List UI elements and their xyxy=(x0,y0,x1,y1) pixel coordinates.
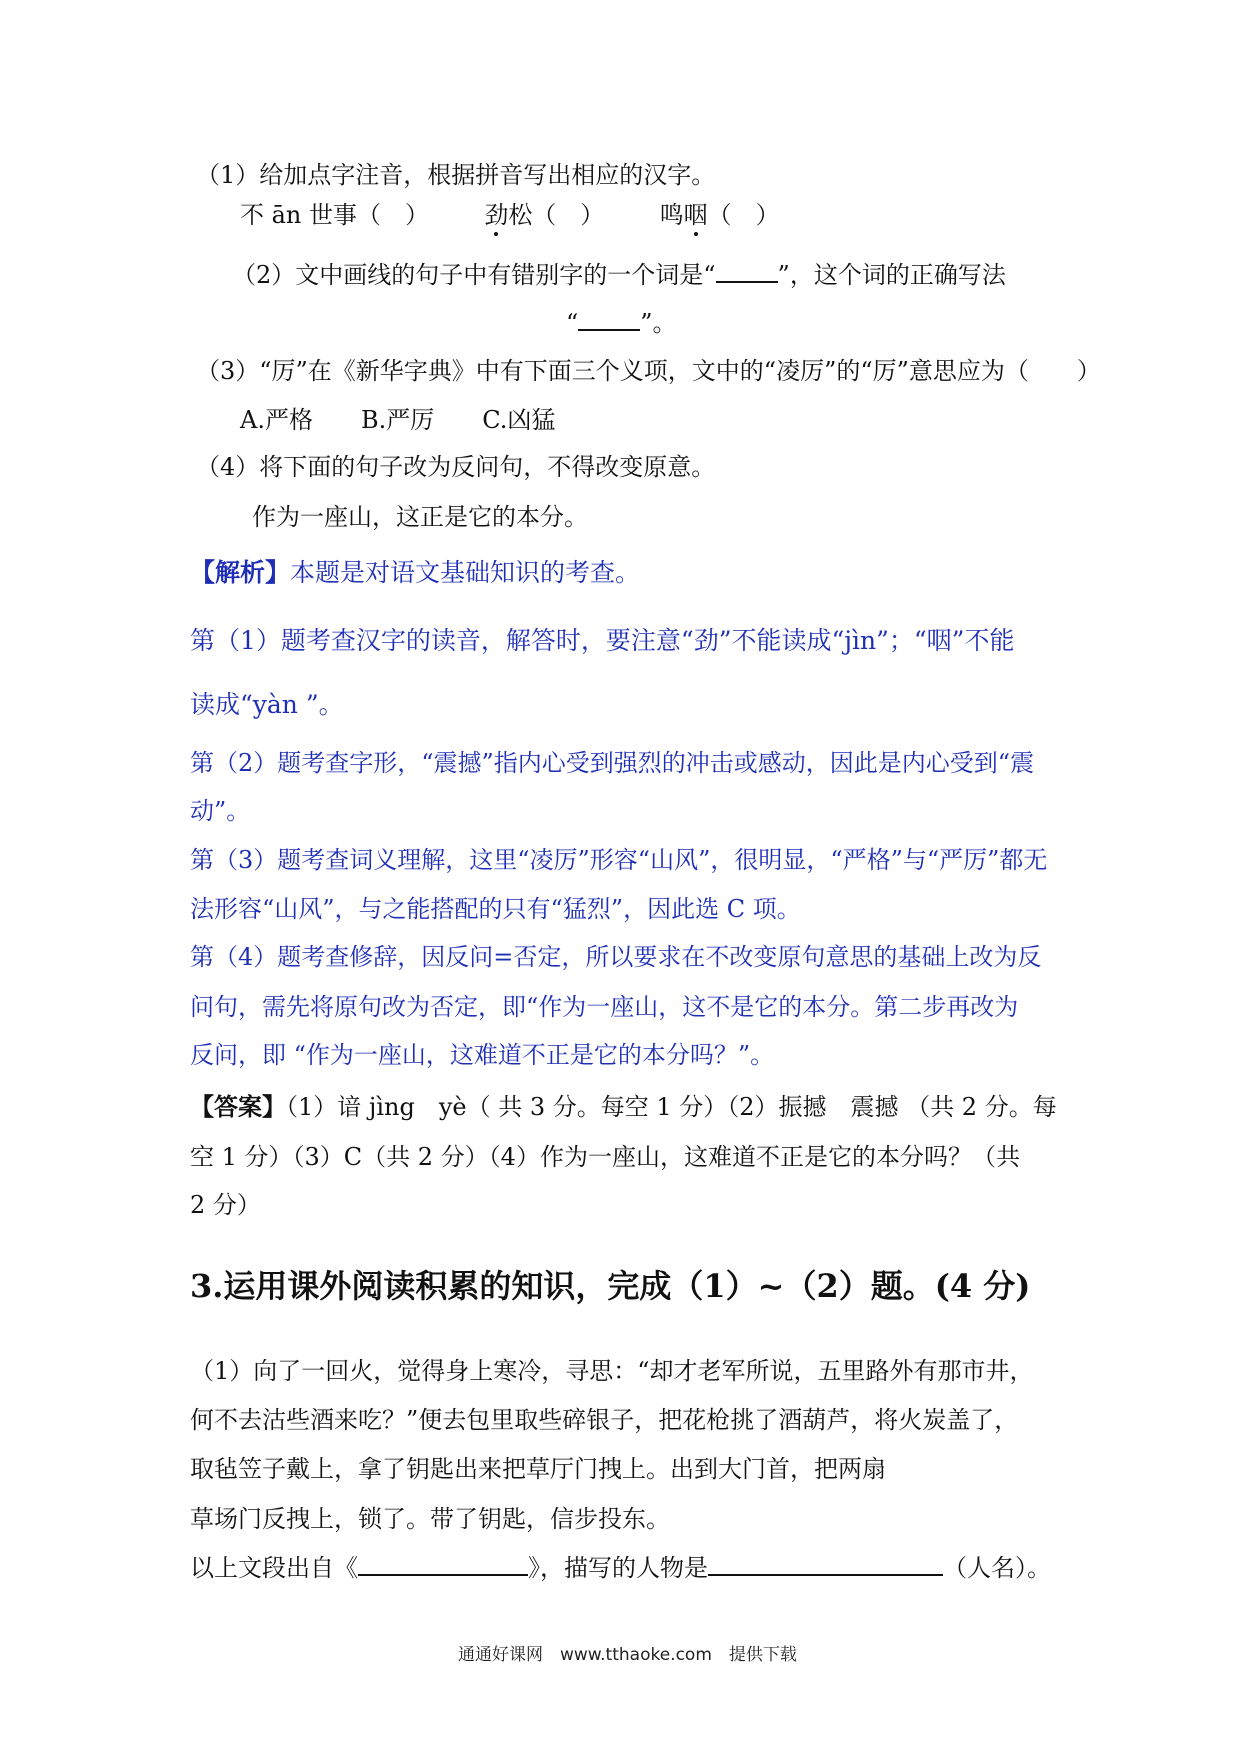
q3-fill-c: （人名）。 xyxy=(943,1554,1051,1582)
blank-book-title[interactable] xyxy=(358,1554,528,1576)
analysis-tag: 【解析】 xyxy=(190,558,291,587)
q2-part2-c: “ xyxy=(566,309,579,337)
blank-correct-word[interactable] xyxy=(578,309,640,331)
q2-part4 xyxy=(196,452,715,482)
analysis-intro-text: 本题是对语文基础知识的考查。 xyxy=(290,558,641,587)
q2-part2 xyxy=(232,260,1006,290)
q2-part2-line2 xyxy=(566,308,677,338)
analysis-line-6: 法形容“山风”，与之能搭配的只有“猛烈”，因此选 C 项。 xyxy=(190,895,801,923)
q2-part1-items xyxy=(240,200,780,230)
answer-line-3: 2 分） xyxy=(190,1191,261,1219)
analysis-line-2: 读成“yàn ”。 xyxy=(190,690,344,719)
q2-part3-options-text: A.严格 B.严厉 C.凶猛 xyxy=(240,406,556,434)
blank-character-name[interactable] xyxy=(708,1554,943,1576)
analysis-line-5: 第（3）题考查词义理解，这里“凌厉”形容“山风”，很明显，“严格”与“严厉”都无 xyxy=(190,846,1048,874)
analysis-intro xyxy=(190,558,640,588)
q2-part3 xyxy=(196,356,1101,386)
q2-part2-b: ”，这个词的正确写法 xyxy=(777,261,1006,289)
analysis-line-4: 动”。 xyxy=(190,797,251,825)
dotted-char-jin: 劲 xyxy=(484,201,509,229)
q3-fill-a: 以上文段出自《 xyxy=(190,1554,358,1582)
q2-part1 xyxy=(196,160,715,190)
q2-part4-sentence xyxy=(252,502,588,532)
q3-passage-line-2: 何不去沽些酒来吃？”便去包里取些碎银子，把花枪挑了酒葫芦，将火炭盖了， xyxy=(190,1406,1019,1434)
analysis-line-9: 反问，即 “作为一座山，这难道不正是它的本分吗？”。 xyxy=(190,1041,775,1069)
pinyin-item-3c: （ ） xyxy=(707,201,780,229)
pinyin-item-1: 不 ān 世事（ ） xyxy=(240,201,430,229)
analysis-line-8: 问句，需先将原句改为否定，即“作为一座山，这不是它的本分。第二步再改为 xyxy=(190,993,1019,1021)
q2-part1-text: （1）给加点字注音，根据拼音写出相应的汉字。 xyxy=(196,161,716,189)
page-footer: 通通好课网 www.tthaoke.com 提供下载 xyxy=(458,1645,797,1665)
pinyin-item-2: 松（ ） xyxy=(508,201,605,229)
q3-fill-line xyxy=(190,1553,1051,1583)
answer-tag: 【答案】 xyxy=(190,1092,286,1121)
q2-part2-d: ”。 xyxy=(640,309,677,337)
q3-heading: 3.运用课外阅读积累的知识，完成（1）~（2）题。(4 分) xyxy=(190,1267,1031,1305)
answer-line-2: 空 1 分）（3）C（共 2 分）（4）作为一座山，这难道不正是它的本分吗？（共 xyxy=(190,1143,1020,1171)
pinyin-item-3a: 鸣 xyxy=(659,201,684,229)
blank-wrong-word[interactable] xyxy=(716,261,778,283)
q2-part2-a: （2）文中画线的句子中有错别字的一个词是“ xyxy=(232,261,716,289)
answer-line-1 xyxy=(190,1092,1057,1122)
q2-part4-text: （4）将下面的句子改为反问句，不得改变原意。 xyxy=(196,453,716,481)
analysis-line-3: 第（2）题考查字形，“震撼”指内心受到强烈的冲击或感动，因此是内心受到“震 xyxy=(190,749,1035,777)
answer-text-1: （1）谙 jìng yè（ 共 3 分。每空 1 分）（2）振撼 震撼 （共 2 分。每 xyxy=(286,1093,1057,1121)
q3-passage-line-3: 取毡笠子戴上，拿了钥匙出来把草厅门拽上。出到大门首，把两扇 xyxy=(190,1455,886,1483)
dotted-char-yan: 咽 xyxy=(683,201,708,229)
q3-fill-b: 》，描写的人物是 xyxy=(528,1554,708,1582)
analysis-line-1: 第（1）题考查汉字的读音，解答时，要注意“劲”不能读成“jìn”；“咽”不能 xyxy=(190,626,1015,655)
q2-part3-options xyxy=(240,405,555,435)
q2-part4-sentence-text: 作为一座山，这正是它的本分。 xyxy=(252,503,588,531)
q3-passage-line-1: （1）向了一回火，觉得身上寒冷，寻思：“却才老军所说，五里路外有那市井， xyxy=(190,1357,1034,1385)
q2-part3-text: （3）“厉”在《新华字典》中有下面三个义项，文中的“凌厉”的“厉”意思应为（ ） xyxy=(196,357,1101,385)
q3-passage-line-4: 草场门反拽上，锁了。带了钥匙，信步投东。 xyxy=(190,1505,670,1533)
analysis-line-7: 第（4）题考查修辞，因反问=否定，所以要求在不改变原句意思的基础上改为反 xyxy=(190,943,1042,971)
